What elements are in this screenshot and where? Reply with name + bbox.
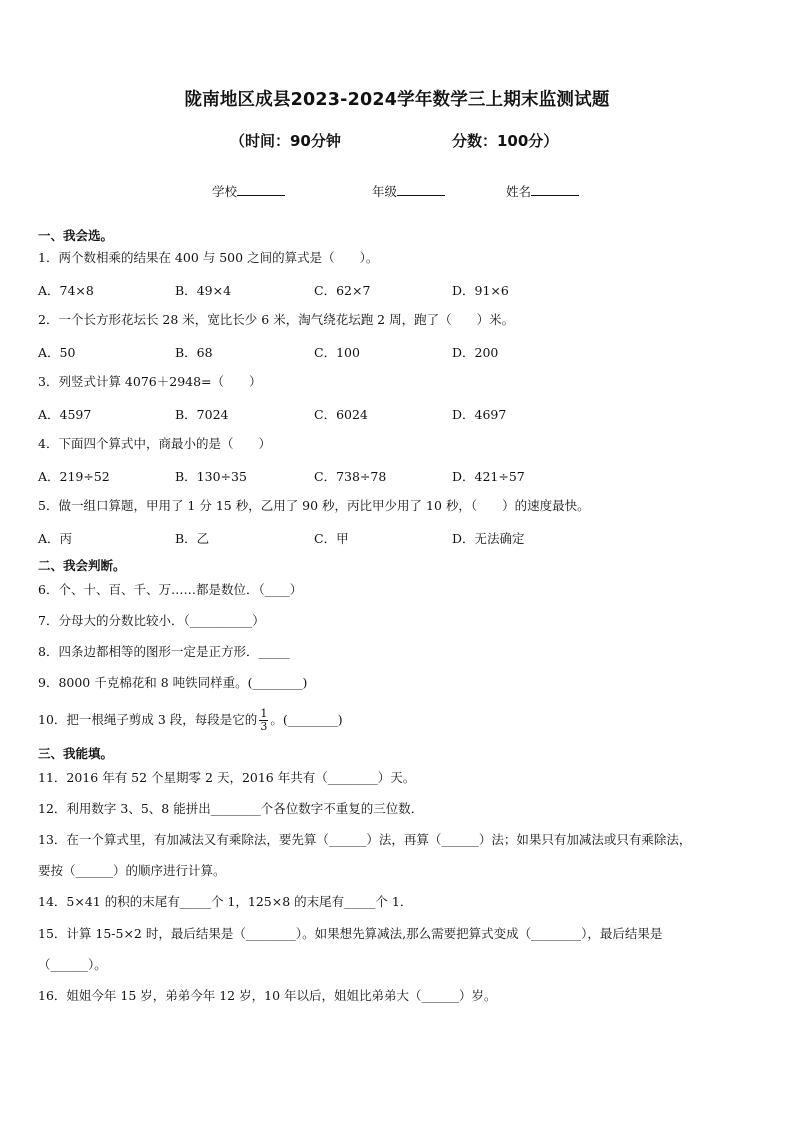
question-3-options bbox=[38, 405, 598, 421]
question-5-options bbox=[38, 529, 598, 545]
question-4-options bbox=[38, 467, 598, 483]
option-b: B．7024 bbox=[175, 407, 229, 422]
question-1: 1．两个数相乘的结果在 400 与 500 之间的算式是（ ）。 bbox=[38, 250, 379, 265]
section-heading: 三、我能填。 bbox=[38, 746, 114, 761]
question-16: 16．姐姐今年 15 岁，弟弟今年 12 岁，10 年以后，姐姐比弟弟大（______）岁。 bbox=[38, 988, 497, 1003]
name-field bbox=[506, 182, 579, 200]
option-a: A．219÷52 bbox=[38, 469, 110, 484]
option-c: C．甲 bbox=[314, 531, 349, 546]
section-heading: 二、我会判断。 bbox=[38, 558, 126, 573]
grade-blank bbox=[397, 183, 445, 196]
question-13-line-1: 13．在一个算式里，有加减法又有乘除法，要先算（______）法，再算（______）法；如果只有加减法或只有乘除法， bbox=[38, 832, 692, 847]
option-c: C．738÷78 bbox=[314, 469, 387, 484]
question-11: 11．2016 年有 52 个星期零 2 天，2016 年共有（________）天。 bbox=[38, 770, 416, 785]
question-3: 3．列竖式计算 4076＋2948=（ ） bbox=[38, 374, 262, 389]
question-15-line-1: 15．计算 15-5×2 时，最后结果是（________）。如果想先算减法,那么需要把算式变成（________），最后结果是 bbox=[38, 926, 663, 941]
question-15-line-2: （______）。 bbox=[38, 957, 107, 972]
question-8: 8．四条边都相等的图形一定是正方形．_____ bbox=[38, 644, 290, 659]
option-b: B．49×4 bbox=[175, 283, 232, 298]
option-a: A．4597 bbox=[38, 407, 92, 422]
option-d: D．200 bbox=[452, 345, 499, 360]
question-9: 9．8000 千克棉花和 8 吨铁同样重。(________) bbox=[38, 675, 308, 690]
option-b: B．68 bbox=[175, 345, 213, 360]
school-blank bbox=[237, 183, 285, 196]
question-13-line-2: 要按（______）的顺序进行计算。 bbox=[38, 863, 226, 878]
question-5: 5．做一组口算题，甲用了 1 分 15 秒，乙用了 90 秒，丙比甲少用了 10 秒，（ ）的速度最快。 bbox=[38, 498, 590, 513]
option-b: B．130÷35 bbox=[175, 469, 247, 484]
option-a: A．丙 bbox=[38, 531, 73, 546]
exam-time: （时间：90分钟 bbox=[230, 132, 341, 150]
option-c: C．100 bbox=[314, 345, 360, 360]
question-12: 12．利用数字 3、5、8 能拼出________个各位数字不重复的三位数． bbox=[38, 801, 424, 816]
option-b: B．乙 bbox=[175, 531, 210, 546]
fraction-numerator: 1 bbox=[260, 707, 268, 720]
name-blank bbox=[531, 183, 579, 196]
option-c: C．62×7 bbox=[314, 283, 371, 298]
question-10 bbox=[38, 706, 343, 734]
name-label: 姓名 bbox=[506, 184, 532, 199]
question-4: 4．下面四个算式中，商最小的是（ ） bbox=[38, 436, 271, 451]
question-14: 14．5×41 的积的末尾有_____个 1，125×8 的末尾有_____个 1． bbox=[38, 894, 413, 909]
page-title: 陇南地区成县2023-2024学年数学三上期末监测试题 bbox=[184, 90, 610, 110]
option-c: C．6024 bbox=[314, 407, 368, 422]
question-10-blank: 。(________) bbox=[270, 712, 343, 727]
grade-label: 年级 bbox=[372, 184, 398, 199]
grade-field bbox=[372, 182, 445, 200]
option-a: A．74×8 bbox=[38, 283, 94, 298]
option-d: D．4697 bbox=[452, 407, 507, 422]
question-6: 6．个、十、百、千、万……都是数位．（____） bbox=[38, 582, 303, 597]
question-1-options bbox=[38, 281, 598, 297]
section-heading: 一、我会选。 bbox=[38, 228, 114, 243]
option-d: D．无法确定 bbox=[452, 531, 525, 546]
question-7: 7．分母大的分数比较小．（__________） bbox=[38, 613, 265, 628]
question-2-options bbox=[38, 343, 598, 359]
question-2: 2．一个长方形花坛长 28 米，宽比长少 6 米，淘气绕花坛跑 2 周，跑了（ ）米。 bbox=[38, 312, 515, 327]
school-label: 学校 bbox=[212, 184, 238, 199]
option-d: D．91×6 bbox=[452, 283, 509, 298]
fraction-denominator: 3 bbox=[260, 720, 268, 733]
option-d: D．421÷57 bbox=[452, 469, 525, 484]
exam-score: 分数：100分） bbox=[452, 132, 559, 150]
question-10-text: 10．把一根绳子剪成 3 段，每段是它的 bbox=[38, 712, 258, 727]
school-field bbox=[212, 182, 285, 200]
fraction bbox=[259, 708, 268, 733]
option-a: A．50 bbox=[38, 345, 76, 360]
